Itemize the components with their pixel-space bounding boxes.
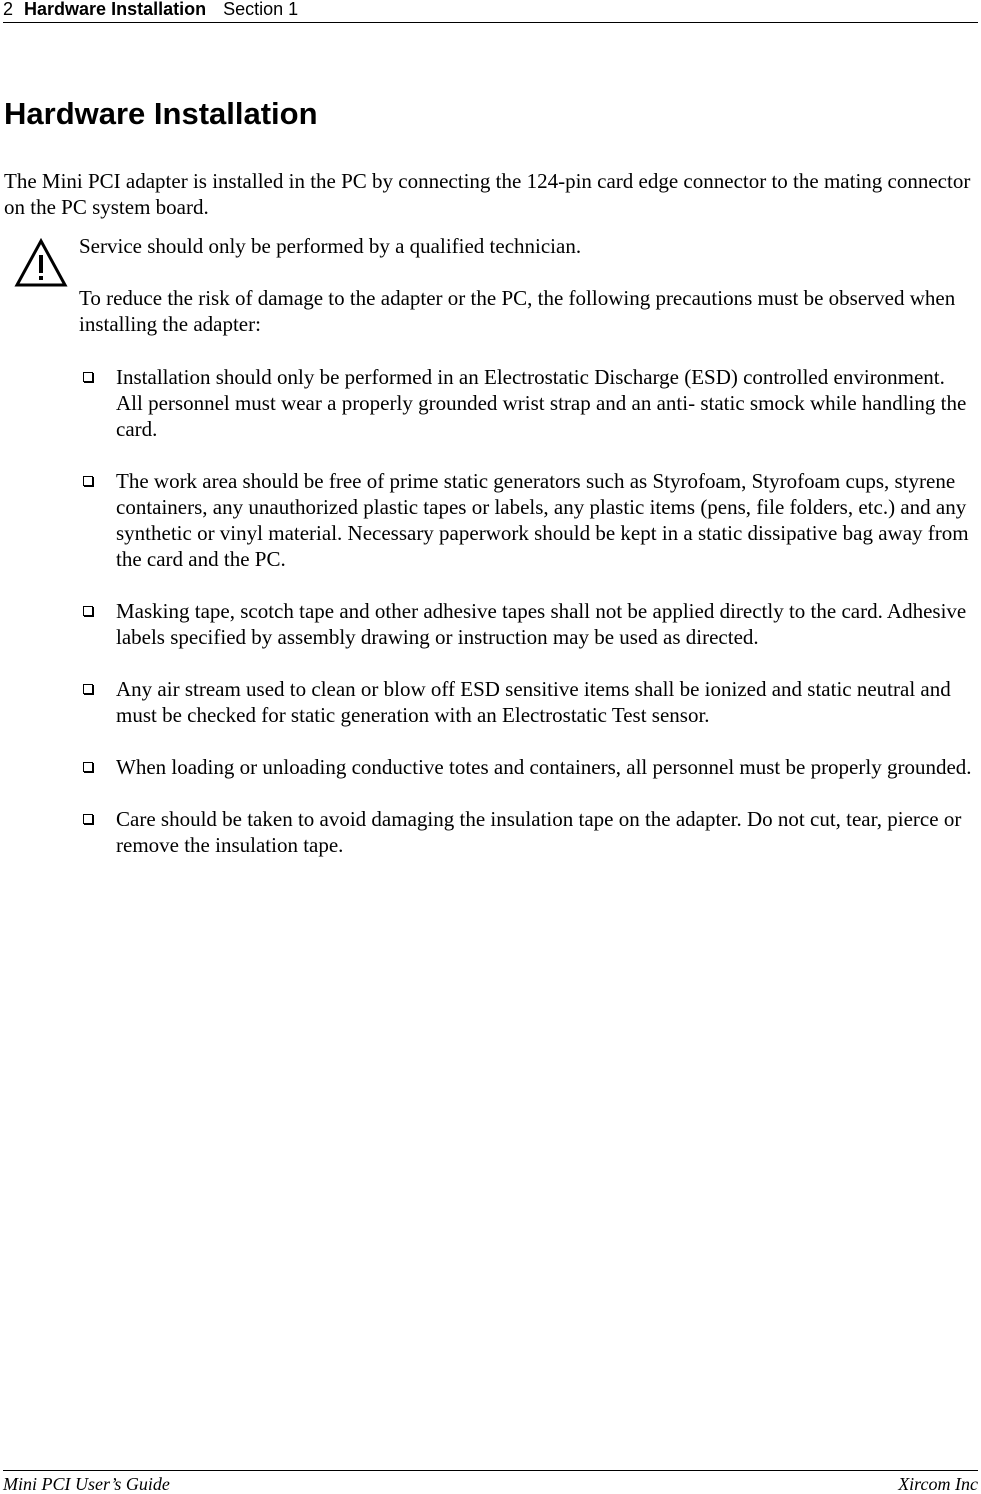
intro-paragraph: The Mini PCI adapter is installed in the PC by connecting the 124-pin card edge connector to the mating connector on the PC system board. bbox=[4, 169, 971, 219]
checkbox-bullet-icon bbox=[83, 606, 93, 616]
page-footer bbox=[3, 1470, 978, 1493]
checkbox-bullet-icon bbox=[83, 684, 93, 694]
precaution-list bbox=[79, 364, 974, 884]
warning-triangle-icon bbox=[14, 238, 68, 288]
list-item: Installation should only be performed in an Electrostatic Discharge (ESD) controlled environment. All personnel must wear a properly grounded wrist strap and an anti- static smock while handling the card. bbox=[79, 364, 974, 442]
page-number: 2 bbox=[3, 0, 14, 19]
header-title: Hardware Installation bbox=[24, 0, 207, 19]
list-item: Care should be taken to avoid damaging the insulation tape on the adapter. Do not cut, tear, pierce or remove the insulation tape. bbox=[79, 806, 974, 858]
list-item: Any air stream used to clean or blow off ESD sensitive items shall be ionized and static neutral and must be checked for static generation with an Electrostatic Test sensor. bbox=[79, 676, 974, 728]
checkbox-bullet-icon bbox=[83, 476, 93, 486]
list-item: Masking tape, scotch tape and other adhesive tapes shall not be applied directly to the card. Adhesive labels specified by assembly drawing or instruction may be used as directed. bbox=[79, 598, 974, 650]
footer-company: Xircom Inc bbox=[898, 1474, 978, 1494]
page-header bbox=[3, 0, 978, 23]
checkbox-bullet-icon bbox=[83, 762, 93, 772]
footer-guide-title: Mini PCI User’s Guide bbox=[3, 1474, 170, 1494]
page-title: Hardware Installation bbox=[4, 96, 318, 131]
service-warning-text: Service should only be performed by a qualified technician. bbox=[79, 234, 582, 258]
header-section: Section 1 bbox=[223, 0, 299, 19]
list-item: The work area should be free of prime static generators such as Styrofoam, Styrofoam cups, styrene containers, any unauthorized plastic tapes or labels, any plastic items (pens, file folders, etc.) and any synthetic or vinyl material. Necessary paperwork should be kept in a static dissipative bag away from the card and the PC. bbox=[79, 468, 974, 572]
precaution-text: To reduce the risk of damage to the adapter or the PC, the following precautions must be observed when installing the adapter: bbox=[79, 286, 956, 336]
checkbox-bullet-icon bbox=[83, 814, 93, 824]
checkbox-bullet-icon bbox=[83, 372, 93, 382]
list-item: When loading or unloading conductive totes and containers, all personnel must be properly grounded. bbox=[79, 754, 974, 780]
